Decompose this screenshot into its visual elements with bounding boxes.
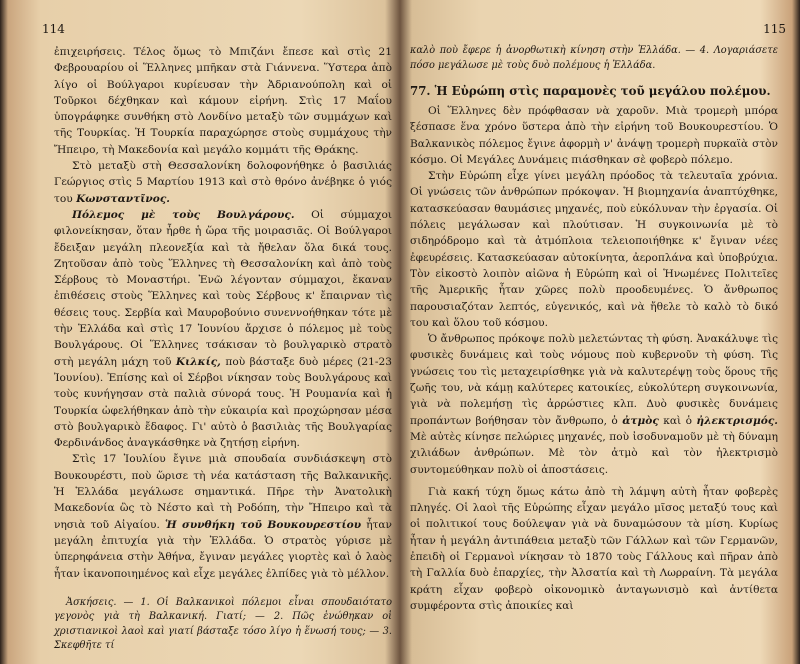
paragraph (54, 207, 392, 451)
battle-name: Κιλκίς, (175, 355, 221, 368)
right-page-body (410, 44, 778, 614)
paragraph: Οἱ Ἕλληνες δὲν πρόφθασαν νὰ χαροῦν. Μιὰ τρομερὴ μπόρα ξέσπασε ἕνα χρόνο ὕστερα ἀπὸ τὴν εἰρήνη τοῦ Βουκουρεστίου. Ὁ Βαλκανικὸς πόλεμος ἔγινε ἀφορμὴ ν' ἀνάψῃ τρομερὴ πυρκαϊὰ στὸν κόσμο. Οἱ Μεγάλες Δυνάμεις πιάσθηκαν σὲ φοβερὸ πόλεμο. (410, 105, 778, 166)
page-number: 114 (42, 22, 65, 36)
paragraph: ἐπιχειρήσεις. Τέλος ὅμως τὸ Μπιζάνι ἔπεσε καὶ στὶς 21 Φεβρουαρίου οἱ Ἕλληνες μπῆκαν στὰ Γιάννενα. Ὕστερα ἀπὸ λίγο οἱ Βούλγαροι κυρίευσαν τὴν Ἀδριανούπολη καὶ οἱ Τοῦρκοι δέχθηκαν καὶ κάμουν εἰρήνη. Στὶς 17 Μαΐου ὑπογράφηκε συνθήκη στὸ Λονδίνο μεταξὺ τῶν συμμάχων καὶ τῆς Τουρκίας. Ἡ Τουρκία παραχώρησε στοὺς συμμάχους τὴν Ἤπειρο, τὴ Μακεδονία καὶ μεγάλο κομμάτι τῆς Θράκης. (54, 46, 392, 156)
king-name: Κωνσταντῖνος. (76, 192, 170, 205)
paragraph-text: Μὲ αὐτὲς κίνησε πελώριες μηχανές, ποὺ ἰσοδυναμοῦν μὲ τὴ δύναμη χιλιάδων ἀνθρώπων. Μὲ τὸν ἀτμὸ καὶ τὸν ἠλεκτρισμὸ συντομεύθηκαν πολὺ οἱ ἀποστάσεις. (410, 430, 778, 476)
treaty-name: Ἡ συνθήκη τοῦ Βουκουρεστίου (165, 518, 362, 531)
paragraph-text: Ὁ ἄνθρωπος πρόκοψε πολὺ μελετώντας τὴ φύση. Ἀνακάλυψε τὶς φυσικὲς δυνάμεις καὶ τοὺς νόμους ποὺ κυβερνοῦν τὴ φύση. Τὶς γνώσεις του τὶς μεταχειρίσθηκε γιὰ νὰ καλυτερέψῃ τοὺς ὅρους τῆς ζωῆς του, νὰ κάμῃ καλύτερες κατοικίες, εὐκολύτερη συγκοινωνία, γιὰ νὰ πολεμήσῃ τὶς ἀρρώστιες κλπ. Δυὸ φυσικὲς δυνάμεις προπάντων βοήθησαν τὸν ἄνθρωπο, ὁ (410, 333, 778, 427)
paragraph-text: Οἱ σύμμαχοι φιλονείκησαν, ὅταν ἦρθε ἡ ὥρα τῆς μοιρασιᾶς. Οἱ Βούλγαροι ἔδειξαν μεγάλη πλεονεξία καὶ τὰ ἤθελαν ὅλα δικά τους. Ζητοῦσαν ἀπὸ τοὺς Ἕλληνες τὴ Θεσσαλονίκη καὶ ἀπὸ τοὺς Σέρβους τὸ Μοναστήρι. Ἐνῶ λέγονταν σύμμαχοι, ἔκαναν ἐπιθέσεις στοὺς Ἕλληνες καὶ τοὺς Σέρβους κ' ἔπαιρναν τὶς θέσεις τους. (54, 208, 392, 319)
left-page-body (54, 44, 392, 664)
footnote-label: Ἀσκήσεις. (66, 596, 117, 608)
right-page (410, 0, 788, 664)
footnote (54, 596, 392, 654)
paragraph (54, 451, 392, 581)
section-title: 77. Ἡ Εὐρώπη στὶς παραμονὲς τοῦ μεγάλου πολέμου. (410, 84, 771, 98)
page-number: 115 (763, 22, 786, 36)
paragraph (54, 158, 392, 207)
paragraph-text: καὶ ὁ (663, 414, 692, 427)
paragraph: Γιὰ κακή τύχη ὅμως κάτω ἀπὸ τὴ λάμψη αὐτὴ ἦταν φοβερὲς πληγές. Οἱ λαοὶ τῆς Εὐρώπης εἶχαν μεγάλο μῖσος μεταξύ τους καὶ οἱ πολιτικοί τους δούλεψαν γιὰ νὰ δυναμώσουν τὰ μίση. Κυρίως ἦταν ἡ μεγάλη ἀντιπάθεια μεταξὺ τῶν Γάλλων καὶ τῶν Γερμανῶν, ἐπειδὴ οἱ Γερμανοὶ νίκησαν τὸ 1870 τοὺς Γάλλους καὶ πῆραν ἀπὸ τὴ Γαλλία δυὸ ἐπαρχίες, τὴν Ἀλσατία καὶ τὴ Λωρραίνη. Τὰ μεγάλα κράτη εἶχαν φοβερὸ οἰκονομικὸ ἀνταγωνισμὸ καὶ ἀντίθετα συμφέροντα στὶς ἀποικίες καὶ (410, 485, 778, 612)
paragraph-text: ποὺ βάσταξε δυὸ μέρες (21-23 Ἰουνίου). Ἐπίσης καὶ οἱ Σέρβοι νίκησαν τοὺς Βουλγάρους καὶ τοὺς κυνήγησαν στὰ παλιὰ σύνορά τους. Ἡ Ρουμανία καὶ ἡ Τουρκία ὠφελήθηκαν ἀπὸ τὴν εὐκαιρία καὶ προχώρησαν μέσα στὸ βουλγαρικὸ ἔδαφος. Γι' αὐτὸ ὁ βασιλιὰς τῆς Βουλγαρίας Φερδινάνδος ἀναγκάσθηκε νὰ ζητήσῃ εἰρήνη. (54, 355, 392, 450)
paragraph-text: ἦταν μεγάλη ἐπιτυχία γιὰ τὴν Ἑλλάδα. Ὁ στρατὸς γύρισε μὲ ὑπερηφάνεια στὴν Ἀθήνα, ἔγιναν μεγάλες γιορτὲς καὶ ὁ λαὸς ἦταν ἱκανοποιημένος καὶ εἶχε μεγάλες ἐλπίδες γιὰ τὸ μέλλον. (54, 518, 392, 580)
paragraph-text: Στὸ μεταξὺ στὴ Θεσσαλονίκη δολοφονήθηκε ὁ βασιλιάς Γεώργιος στὶς 5 Μαρτίου 1913 καὶ στὸ θρόνο ἀνέβηκε ὁ γιός του (54, 160, 392, 205)
footnote-text: — 1. Οἱ Βαλκανικοὶ πόλεμοι εἶναι σπουδαιότατο γεγονὸς γιὰ τὴ Βαλκανική. Γιατί; — 2. Πῶς ἑνώθηκαν οἱ χριστιανικοὶ λαοὶ καὶ γιατί βάσταξε τόσο λίγο ἡ ἕνωσή τους; — 3. Σκεφθῆτε τί (54, 596, 392, 652)
keyword-electricity: ἠλεκτρισμός. (696, 414, 778, 427)
paragraph-heading: Πόλεμος μὲ τοὺς Βουλγάρους. (72, 208, 295, 221)
paragraph (410, 331, 778, 478)
left-page (40, 0, 392, 664)
paragraph-text: Σερβία καὶ Μαυροβούνιο συνεννοήθηκαν τότε μὲ τὴν Ἑλλάδα καὶ στὶς 17 Ἰουνίου ἄρχισε ὁ πόλεμος μὲ τοὺς Βουλγάρους. Οἱ Ἕλληνες τσάκισαν τὸ βουλγαρικὸ στρατὸ στὴ μεγάλη μάχη τοῦ (54, 306, 392, 368)
keyword-steam: ἀτμὸς (622, 414, 659, 427)
paragraph: Στὴν Εὐρώπη εἶχε γίνει μεγάλη πρόοδος τὰ τελευταῖα χρόνια. Οἱ γνώσεις τῶν ἀνθρώπων πρόκοψαν. Ἡ βιομηχανία ἀναπτύχθηκε, κατασκεύασαν θαυμάσιες μηχανές, ποὺ εὐκόλυναν τὴν ἐργασία. Οἱ πόλεις μεγάλωσαν καὶ πλούτισαν. Ἡ συγκοινωνία μὲ τὸ σιδηρόδρομο καὶ τὰ ἀτμόπλοια τελειοποιήθηκε κ' ἔγιναν νέες ἐφευρέσεις. Κατασκεύασαν αὐτοκίνητα, ἀεροπλάνα καὶ ὑποβρύχια. Τὸν εἰκοστὸ λοιπὸν αἰῶνα ἡ Εὐρώπη καὶ οἱ Ἡνωμένες Πολιτεῖες τῆς Ἀμερικῆς ἦταν χῶρες πολὺ προοδευμένες. Ὁ ἄνθρωπος παρουσιαζόταν λεπτός, εὐγενικός, καὶ νὰ ἤθελε τὸ καλὸ τὸ δικό του καὶ ὅλου τοῦ κόσμου. (410, 170, 778, 329)
paragraph-text: Στὶς 17 Ἰουλίου ἔγινε μιὰ σπουδαία συνδιάσκεψη στὸ Βουκουρέστι, ποὺ ὥρισε τὴ νέα κατάσταση τῆς Βαλκανικῆς. Ἡ Ἑλλάδα μεγάλωσε σημαντικά. Πῆρε τὴν Ἀνατολικὴ Μακεδονία ὣς τὸ Νέστο καὶ τὴ Ροδόπη, τὴν Ἤπειρο καὶ τὰ νησιὰ τοῦ Αἰγαίου. (54, 453, 392, 531)
exercise-continuation: καλὸ ποὺ ἔφερε ἡ ἀνορθωτικὴ κίνηση στὴν Ἑλλάδα. — 4. Λογαριάσετε πόσο μεγάλωσε μὲ τοὺς δυὸ πολέμους ἡ Ἑλλάδα. (410, 45, 778, 71)
